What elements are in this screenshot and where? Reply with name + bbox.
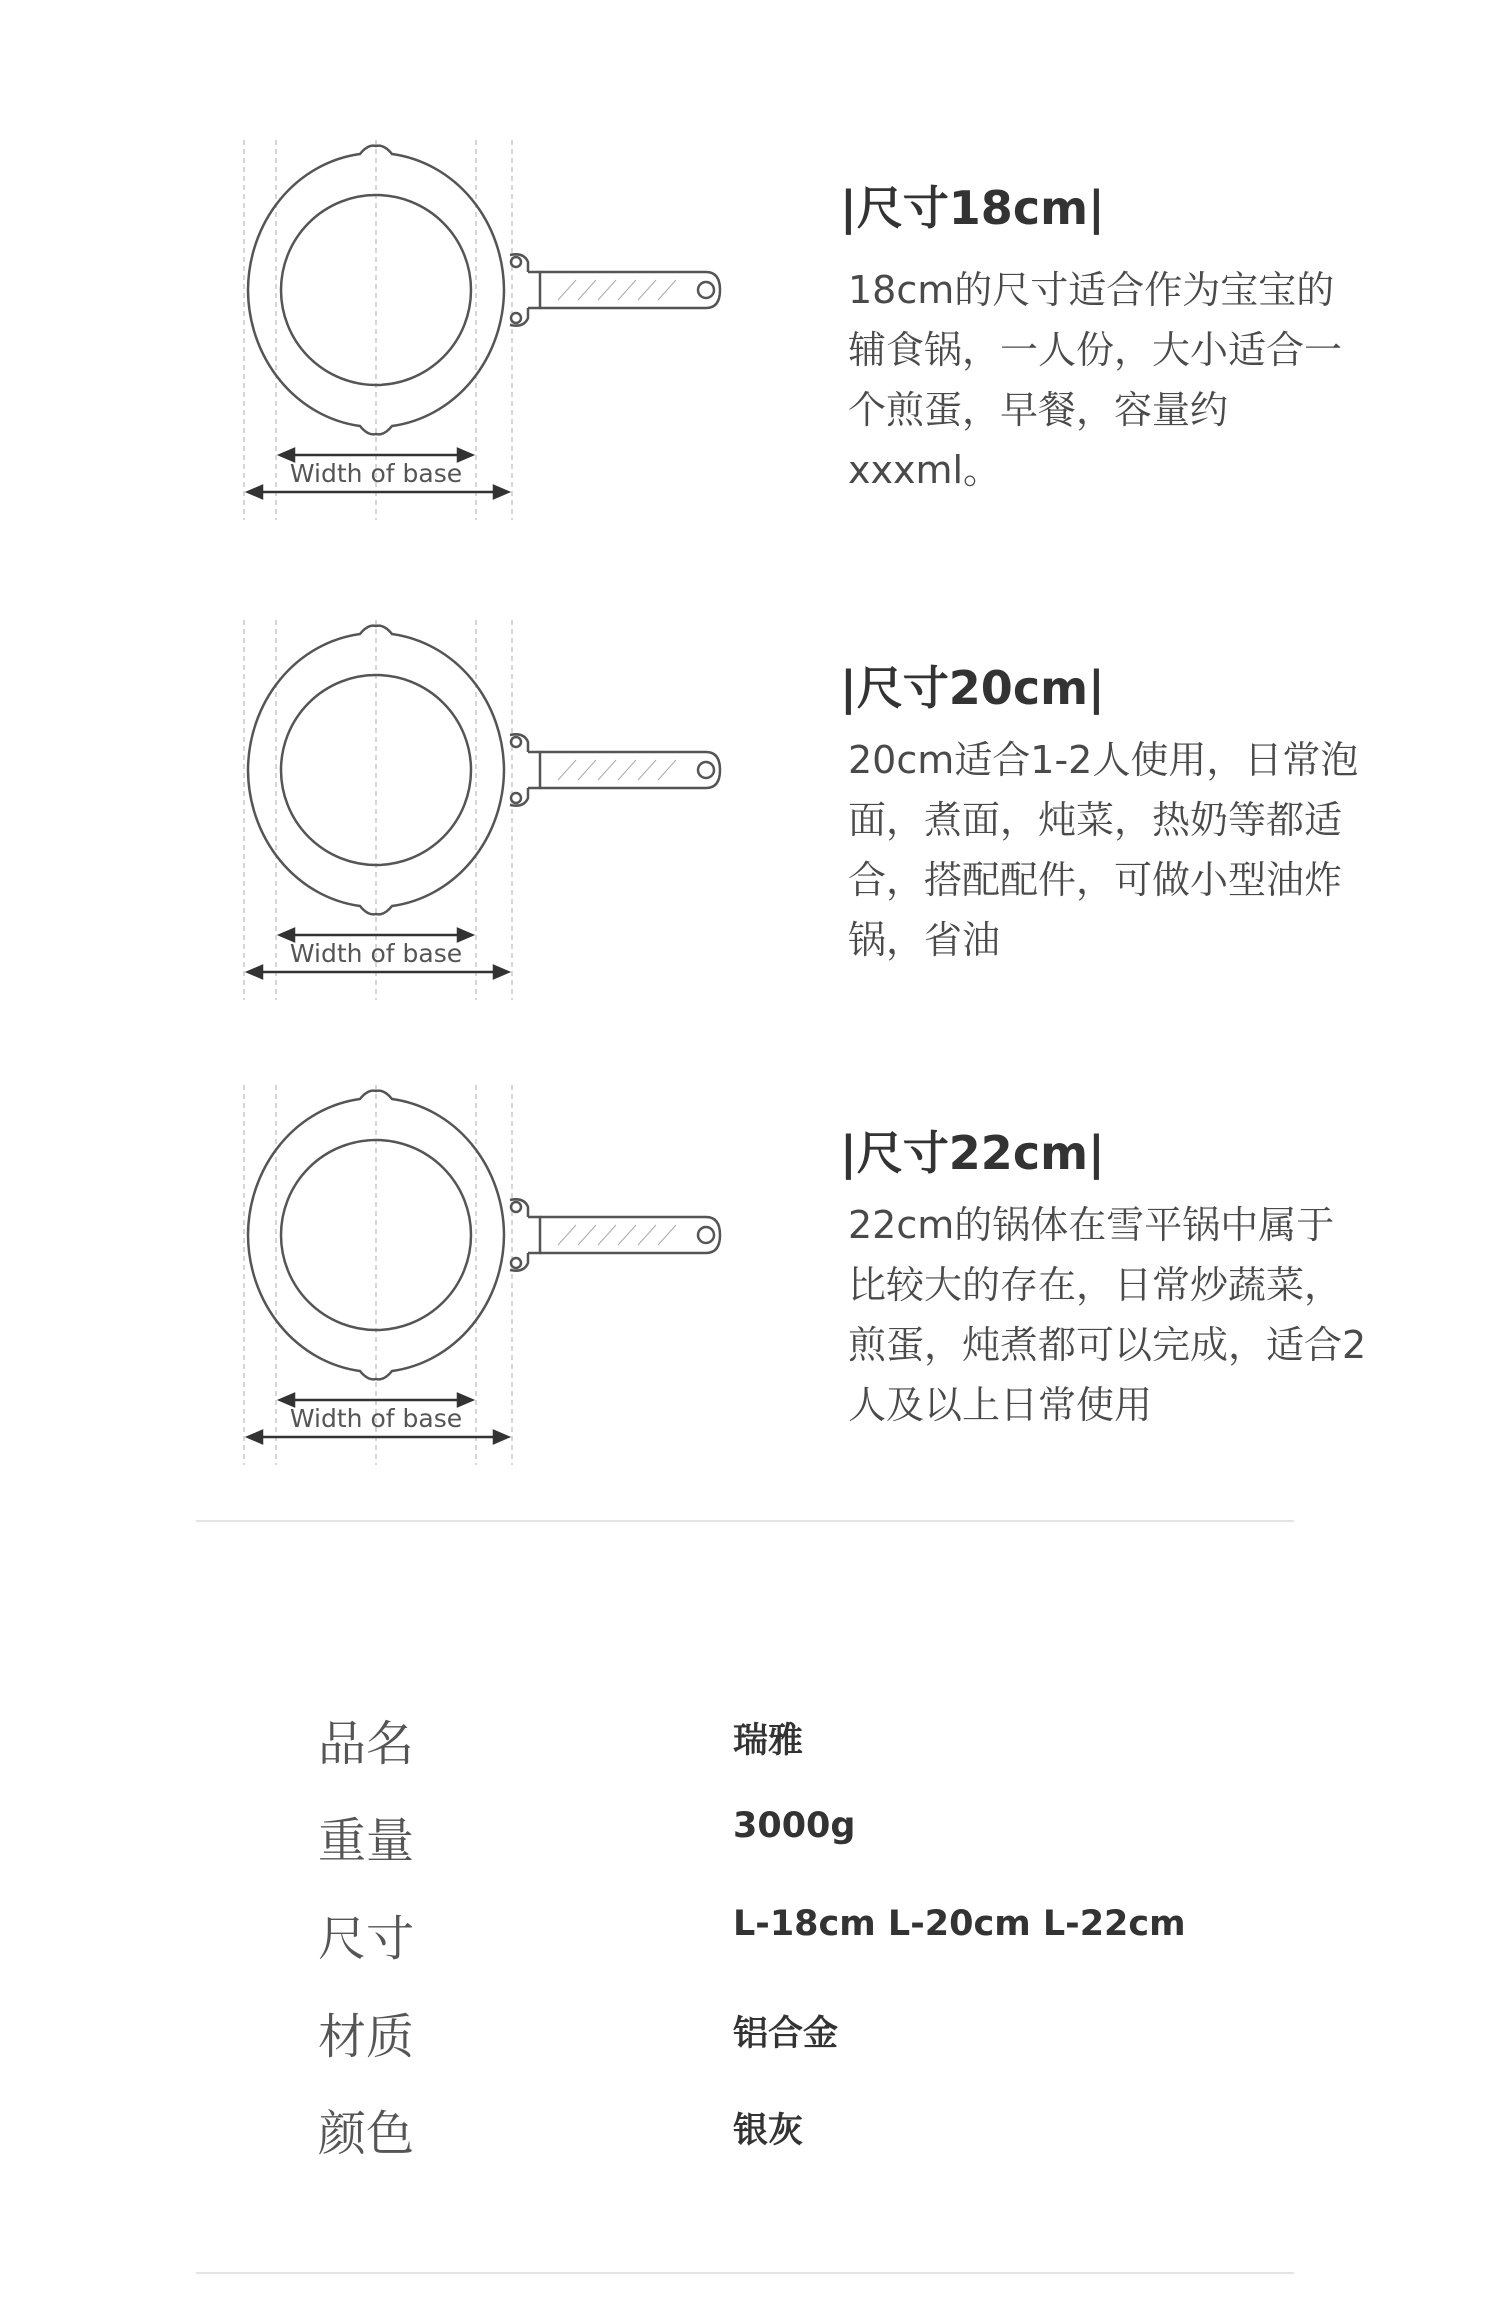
spec-row-weight [0,1802,1500,1892]
section-divider [196,2272,1294,2274]
pan-diagram [228,620,748,1000]
size-title: |尺寸20cm| [840,661,1105,715]
size-title: |尺寸22cm| [840,1126,1105,1180]
spec-value: L-18cm L-20cm L-22cm [733,1904,1186,1944]
size-description: 18cm的尺寸适合作为宝宝的辅食锅，一人份，大小适合一个煎蛋，早餐，容量约xxxml。 [848,268,1343,492]
size-block-18cm [0,0,1500,492]
pan-diagram-svg [228,620,748,1000]
spec-value: 铝合金 [733,2014,839,2054]
pan-diagram-svg [228,1085,748,1465]
section-divider [196,1520,1294,1522]
size-description: 20cm适合1-2人使用，日常泡面，煮面，炖菜，热奶等都适合，搭配配件，可做小型油炸锅，省油 [848,738,1359,962]
spec-row-name [0,1705,1500,1795]
base-width-label: Width of base [289,939,463,968]
pan-diagram-svg [228,140,748,520]
pan-diagram [228,1085,748,1465]
spec-label: 颜色 [318,2106,415,2162]
spec-value: 银灰 [733,2111,804,2151]
pan-diagram [228,140,748,520]
size-block-20cm [0,480,1500,968]
size-description: 22cm的锅体在雪平锅中属于比较大的存在，日常炒蔬菜，煎蛋，炖煮都可以完成，适合2人及以上日常使用 [848,1203,1367,1427]
spec-row-material [0,1998,1500,2088]
size-title: |尺寸18cm| [840,181,1105,235]
spec-label: 材质 [318,2009,415,2065]
spec-value: 3000g [733,1806,856,1846]
spec-row-color [0,2095,1500,2185]
spec-label: 品名 [318,1716,415,1772]
base-width-label: Width of base [289,459,463,488]
size-block-22cm [0,945,1500,1433]
spec-label: 尺寸 [318,1911,415,1967]
spec-value: 瑞雅 [733,1721,804,1761]
spec-label: 重量 [318,1813,415,1869]
spec-row-size [0,1900,1500,1990]
base-width-label: Width of base [289,1404,463,1433]
